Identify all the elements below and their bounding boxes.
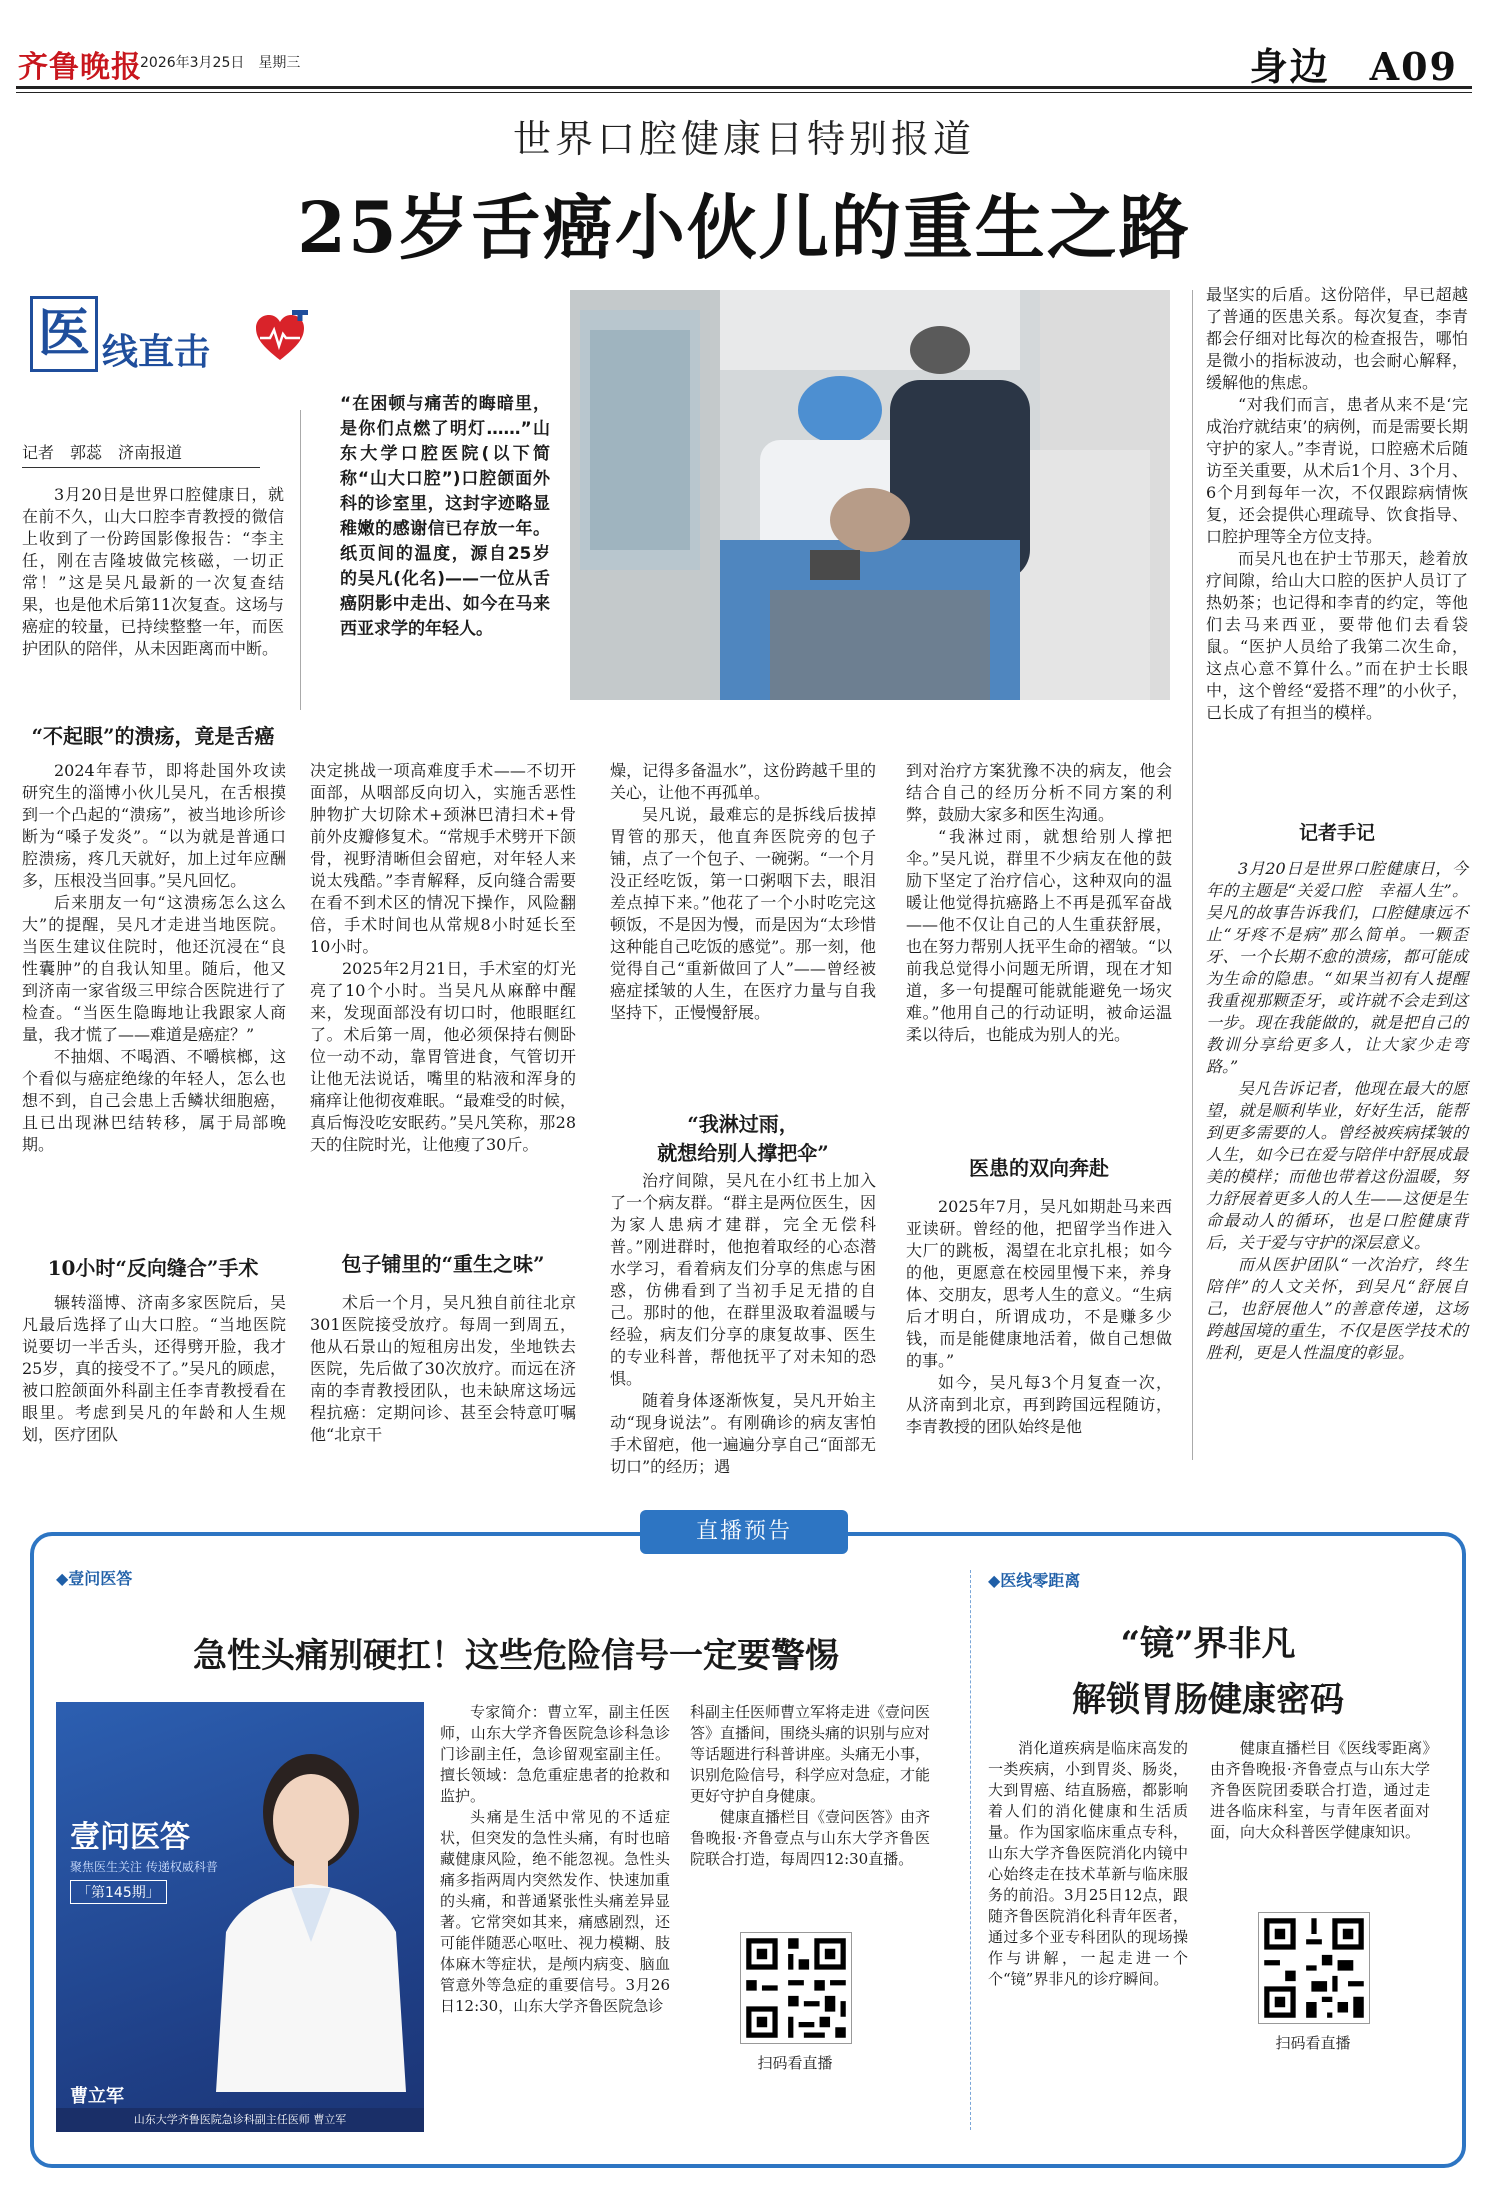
heart-cross-icon [252,310,308,366]
column-3-text-cont [610,1170,876,1478]
paragraph: 3月20日是世界口腔健康日，今年的主题是“关爱口腔 幸福人生”。吴凡的故事告诉我们，口腔健康远不止“牙疼不是病”那么简单。一颗歪牙、一个长期不愈的溃疡，都可能成为生命的隐患。“如果当初有人提醒我重视那颗歪牙，或许就不会走到这一步。现在我能做的，就是把自己的教训分享给更多人，让大家少走弯路。” [1206,859,1468,1076]
byline: 记者 郭蕊 济南报道 [22,440,260,468]
subheading [610,1108,876,1166]
reporter-notes-heading: 记者手记 [1298,822,1375,844]
column-4-text [906,760,1172,1046]
section-divider [970,1570,971,2130]
preview-left-text-cont [690,1702,930,1870]
paragraph: “我淋过雨，就想给别人撑把伞。”吴凡说，群里不少病友在他的鼓励下坚定了治疗信心，这种双向的温暖让他觉得抗癌路上不再是孤军奋战——他不仅让自己的人生重获舒展，也在努力帮别人抚平生命的褶皱。“以前我总觉得小问题无所谓，现在才知道，多一句提醒可能就能避免一场灾难。”他用自己的行动证明，被命运温柔以待后，也能成为别人的光。 [906,827,1172,1044]
column-banner-first-char: 医 [30,296,98,372]
column-2-text [310,760,576,1156]
column-3-text [610,760,876,1024]
reporter-notes-text [1206,858,1468,1364]
subheading-line: “我淋过雨， [687,1112,799,1136]
live-preview-tag: 直播预告 [640,1510,848,1554]
column-banner-text: 线直击 [102,331,211,373]
section-page-label: 身边 A09 [1249,44,1458,89]
paragraph: 最坚实的后盾。这份陪伴，早已超越了普通的医患关系。每次复查，李青都会仔细对比每次的检查报告，哪怕是微小的指标波动，也会耐心解释，缓解他的焦虑。 [1206,285,1468,392]
paragraph: 吴凡说，最难忘的是拆线后拔掉胃管的那天，他直奔医院旁的包子铺，点了一个包子、一碗粥。“一个月没正经吃饭，第一口粥咽下去，眼泪差点掉下来。”他花了一个小时吃完这顿饭，不是因为慢，而是因为“太珍惜这种能自己吃饭的感觉”。那一刻，他觉得自己“重新做回了人”——曾经被癌症揉皱的人生，在医疗力量与自我坚持下，正慢慢舒展。 [610,805,876,1022]
paragraph: 随着身体逐渐恢复，吴凡开始主动“现身说法”。有刚确诊的病友害怕手术留疤，他一遍遍分享自己“面部无切口”的经历；遇 [610,1391,876,1476]
section-tag: ◆壹问医答 [56,1569,133,1588]
subheading: 包子铺里的“重生之味” [341,1252,545,1276]
preview-title-line1: “镜”界非凡 [1120,1624,1296,1664]
column-divider [300,410,301,710]
header-rule [16,86,1472,89]
preview-right-text-cont [1210,1738,1430,1843]
paragraph: 吴凡告诉记者，他现在最大的愿望，就是顺利毕业，好好生活，能帮到更多需要的人。曾经被疾病揉皱的人生，如今已在爱与陪伴中舒展成最美的模样；而他也带着这份温暖，努力舒展着更多人的人生——这便是生命最动人的循环，也是口腔健康背后，关于爱与守护的深层意义。 [1206,1079,1468,1252]
paragraph: 2025年7月，吴凡如期赴马来西亚读研。曾经的他，把留学当作进入大厂的跳板，渴望在北京扎根；如今的他，更愿意在校园里慢下来，养身体、交朋友，思考人生的意义。“生病后才明白，所谓成功，不是赚多少钱，而是能健康地活着，做自己想做的事。” [906,1197,1172,1370]
paragraph: 科副主任医师曹立军将走进《壹问医答》直播间，围绕头痛的识别与应对等话题进行科普讲座。头痛无小事，识别危险信号，科学应对急症，才能更好守护自身健康。 [690,1703,931,1805]
subheading: “不起眼”的溃疡，竟是舌癌 [31,724,275,748]
header-rule-thin [16,92,1472,93]
paragraph: 2025年2月21日，手术室的灯光亮了10个小时。当吴凡从麻醉中醒来，发现面部没有切口时，他眼眶红了。术后第一周，他必须保持右侧卧位一动不动，靠胃管进食，气管切开让他无法说话，嘴里的粘液和浑身的痛痒让他彻夜难眠。“最难受的时候，真后悔没吃安眠药。”吴凡笑称，那28天的住院时光，让他瘦了30斤。 [310,959,576,1154]
intro-text [22,484,284,660]
paragraph: 消化道疾病是临床高发的一类疾病，小到胃炎、肠炎，大到胃癌、结直肠癌，都影响着人们的消化健康和生活质量。作为国家临床重点专科，山东大学齐鲁医院消化内镜中心始终走在技术革新与临床服务的前沿。3月25日12点，跟随齐鲁医院消化科青年医者，通过多个亚专科团队的现场操作与讲解，一起走进一个个“镜”界非凡的诊疗瞬间。 [988,1739,1188,1988]
poster-caption: 山东大学齐鲁医院急诊科副主任医师 曹立军 [56,2108,424,2132]
poster-slogan: 聚焦医生关注 传递权威科普 [70,1860,218,1874]
article-lead: “在困顿与痛苦的晦暗里，是你们点燃了明灯……”山东大学口腔医院(以下简称“山大口腔”)口腔颌面外科的诊室里，这封字迹略显稚嫩的感谢信已存放一年。纸页间的温度，源自25岁的吴凡(化名)——一位从舌癌阴影中走出、如今在马来西亚求学的年轻人。 [340,394,550,639]
column-4-text-cont [906,1196,1172,1438]
preview-left-text [440,1702,670,2017]
section-tag: ◆医线零距离 [988,1571,1081,1590]
article-photo [570,290,1170,700]
poster-issue: 「第145期」 [70,1880,167,1904]
paragraph: 燥，记得多备温水”，这份跨越千里的关心，让他不再孤单。 [610,761,876,802]
subheading-line: 就想给别人撑把伞” [657,1141,829,1165]
qr-code-icon[interactable] [740,1932,852,2044]
paragraph: 健康直播栏目《医线零距离》由齐鲁晚报·齐鲁壹点与山东大学齐鲁医院团委联合打造，通过走进各临床科室，与青年医者面对面，向大众科普医学健康知识。 [1210,1739,1430,1841]
article-headline: 25岁舌癌小伙儿的重生之路 [297,186,1191,269]
column-banner [30,296,320,396]
column-2-text-cont [310,1292,576,1446]
masthead-logo: 齐鲁晚报 [18,50,142,85]
paragraph: 后来朋友一句“这溃疡怎么这么大”的提醒，吴凡才走进当地医院。当医生建议住院时，他还沉浸在“良性囊肿”的自我认知里。随后，他又到济南一家省级三甲综合医院进行了检查。“当医生隐晦地让我跟家人商量，我才慌了——难道是癌症？” [22,893,286,1044]
paragraph: “对我们而言，患者从来不是‘完成治疗就结束’的病例，而是需要长期守护的家人。”李青说，口腔癌术后随访至关重要，从术后1个月、3个月、6个月到每年一次，不仅跟踪病情恢复，还会提供心理疏导、饮食指导、口腔护理等全方位支持。 [1206,395,1468,546]
column-1-text [22,760,286,1156]
doctor-portrait-icon [206,1722,416,2092]
paragraph: 3月20日是世界口腔健康日，就在前不久，山大口腔李青教授的微信上收到了一份跨国影像报告：“李主任，刚在吉隆坡做完核磁，一切正常！”这是吴凡最新的一次复查结果，也是他术后第11次复查。这场与癌症的较量，已持续整整一年，而医护团队的陪伴，从未因距离而中断。 [22,485,284,658]
paragraph: 头痛是生活中常见的不适症状，但突发的急性头痛，有时也暗藏健康风险，绝不能忽视。急性头痛多指两周内突然发作、快速加重的头痛，和普通紧张性头痛差异显著。它常突如其来，痛感剧烈，还可能伴随恶心呕吐、视力模糊、肢体麻木等症状，是颅内病变、脑血管意外等急症的重要信号。3月26日12:30，山东大学齐鲁医院急诊 [440,1808,670,2015]
paragraph: 专家简介：曹立军，副主任医师，山东大学齐鲁医院急诊科急诊门诊副主任，急诊留观室副主任。擅长领域：急危重症患者的抢救和监护。 [440,1703,670,1805]
preview-title: 急性头痛别硬扛！这些危险信号一定要警惕 [193,1636,839,1676]
paragraph: 2024年春节，即将赴国外攻读研究生的淄博小伙儿吴凡，在舌根摸到一个凸起的“溃疡”，被当地诊所诊断为“嗓子发炎”。“以为就是普通口腔溃疡，疼几天就好，加上过年应酬多，压根没当回事。”吴凡回忆。 [22,761,286,890]
subheading: 医患的双向奔赴 [969,1156,1109,1180]
paragraph: 辗转淄博、济南多家医院后，吴凡最后选择了山大口腔。“当地医院说要切一半舌头，还得劈开脸，我才25岁，真的接受不了。”吴凡的顾虑，被口腔颌面外科副主任李青教授看在眼里。考虑到吴凡的年龄和人生规划，医疗团队 [22,1293,286,1444]
issue-date: 2026年3月25日 星期三 [140,55,301,71]
paragraph: 不抽烟、不喝酒、不嚼槟榔，这个看似与癌症绝缘的年轻人，怎么也想不到，自己会患上舌鳞状细胞癌，且已出现淋巴结转移，属于局部晚期。 [22,1047,286,1154]
dental-exam-photo-icon [570,290,1170,700]
column-divider [1192,290,1193,1460]
preview-right-text [988,1738,1188,1990]
column-1-text-cont [22,1292,286,1446]
paragraph: 健康直播栏目《壹问医答》由齐鲁晚报·齐鲁壹点与山东大学齐鲁医院联合打造，每周四12:30直播。 [690,1808,931,1868]
paragraph: 术后一个月，吴凡独自前往北京301医院接受放疗。每周一到周五，他从石景山的短租房出发，坐地铁去医院，先后做了30次放疗。而远在济南的李青教授团队，也未缺席这场远程抗癌：定期问诊、甚至会特意叮嘱他“北京干 [310,1293,576,1444]
paragraph: 如今，吴凡每3个月复查一次，从济南到北京，再到跨国远程随访，李青教授的团队始终是他 [906,1373,1172,1436]
column-5-text [1206,284,1468,724]
subheading: 10小时“反向缝合”手术 [47,1256,259,1280]
qr-caption: 扫码看直播 [757,2054,833,2072]
preview-title-line2: 解锁胃肠健康密码 [1072,1680,1344,1720]
host-poster [56,1702,424,2132]
poster-host-name: 曹立军 [70,2086,124,2107]
paragraph: 决定挑战一项高难度手术——不切开面部，从咽部反向切入，实施舌恶性肿物扩大切除术+颈淋巴清扫术+骨前外皮瓣修复术。“常规手术劈开下颌骨，视野清晰但会留疤，对年轻人来说太残酷。”李青解释，反向缝合需要在看不到术区的情况下操作，风险翻倍，手术时间也从常规8小时延长至10小时。 [310,761,576,956]
paragraph: 而吴凡也在护士节那天，趁着放疗间隙，给山大口腔的医护人员订了热奶茶；也记得和李青的约定，等他们去马来西亚，要带他们去看袋鼠。“医护人员给了我第二次生命，这点心意不算什么。”而在护士长眼中，这个曾经“爱搭不理”的小伙子，已长成了有担当的模样。 [1206,549,1468,722]
qr-code-icon[interactable] [1258,1912,1370,2024]
qr-caption: 扫码看直播 [1275,2034,1351,2052]
poster-logo: 壹问医答 [70,1820,190,1855]
paragraph: 治疗间隙，吴凡在小红书上加入了一个病友群。“群主是两位医生，因为家人患病才建群，完全无偿科普。”刚进群时，他抱着取经的心态潜水学习，看着病友们分享的焦虑与困惑，仿佛看到了当初手足无措的自己。那时的他，在群里汲取着温暖与经验，病友们分享的康复故事、医生的专业科普，帮他抚平了对未知的恐惧。 [610,1171,876,1388]
paragraph: 到对治疗方案犹豫不决的病友，他会结合自己的经历分析不同方案的利弊，鼓励大家多和医生沟通。 [906,761,1172,824]
article-kicker: 世界口腔健康日特别报道 [512,117,975,161]
paragraph: 而从医护团队“一次治疗，终生陪伴”的人文关怀，到吴凡“舒展自己，也舒展他人”的善意传递，这场跨越国境的重生，不仅是医学技术的胜利，更是人性温度的彰显。 [1206,1255,1468,1362]
